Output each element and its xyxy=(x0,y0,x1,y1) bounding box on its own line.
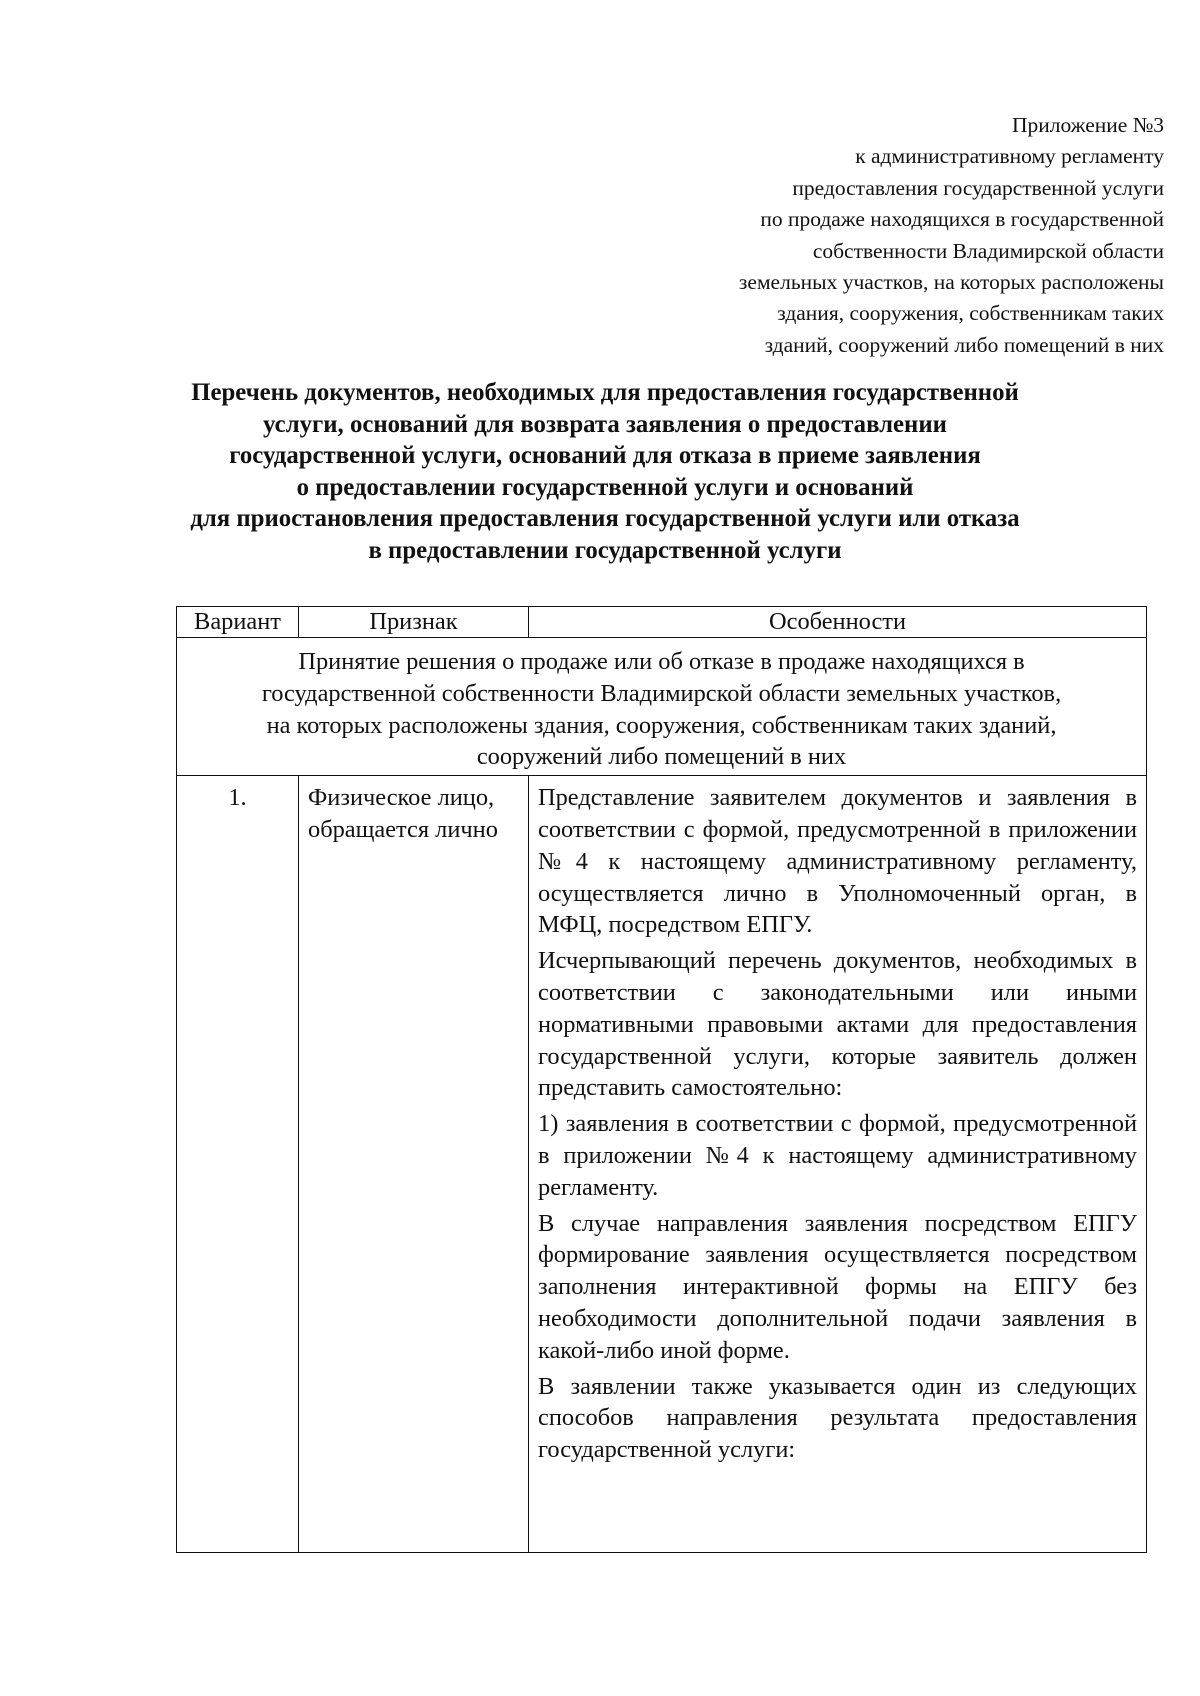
appendix-line: здания, сооружения, собственникам таких xyxy=(777,301,1164,326)
row-number: 1. xyxy=(177,776,299,1553)
appendix-line: по продаже находящихся в государственной xyxy=(760,207,1164,232)
section-row xyxy=(177,638,1147,776)
sign-line: Физическое лицо, xyxy=(308,784,495,812)
title-line: для приостановления предоставления государственной услуги или отказа xyxy=(190,505,1020,532)
row-sign xyxy=(299,776,529,1553)
appendix-line: Приложение №3 xyxy=(1011,113,1164,137)
sign-line: обращается лично xyxy=(308,815,498,843)
appendix-header xyxy=(464,110,1164,361)
feature-paragraph: В случае направления заявления посредством ЕПГУ формирование заявления осуществляется посредством заполнения интерактивной формы на ЕПГУ без необходимости дополнительной подачи заявления в какой-либо иной форме. xyxy=(538,1209,1137,1364)
section-line: на которых расположены здания, сооружения, собственникам таких зданий, xyxy=(266,711,1057,739)
table-header-row xyxy=(177,607,1147,638)
feature-paragraph: В заявлении также указывается один из следующих способов направления результата предоставления государственной услуги: xyxy=(538,1372,1137,1464)
title-line: Перечень документов, необходимых для предоставления государственной xyxy=(191,379,1019,406)
header-variant: Вариант xyxy=(177,607,299,638)
header-features: Особенности xyxy=(529,607,1147,638)
feature-paragraph: 1) заявления в соответствии с формой, предусмотренной в приложении №4 к настоящему административному регламенту. xyxy=(538,1110,1137,1201)
document-title xyxy=(180,377,1030,566)
appendix-line: земельных участков, на которых расположены xyxy=(738,270,1164,295)
title-line: в предоставлении государственной услуги xyxy=(368,536,842,564)
section-line: сооружений либо помещений в них xyxy=(476,743,847,771)
feature-paragraph: Представление заявителем документов и заявления в соответствии с формой, предусмотренной в приложении №4 к настоящему административному регламенту, осуществляется лично в Уполномоченный орган, в МФЦ, посредством ЕПГУ. xyxy=(538,784,1137,939)
section-title xyxy=(177,638,1147,776)
appendix-line: собственности Владимирской области xyxy=(812,238,1164,263)
appendix-line: зданий, сооружений либо помещений в них xyxy=(764,332,1164,357)
appendix-line: предоставления государственной услуги xyxy=(792,175,1164,200)
section-line: государственной собственности Владимирской области земельных участков, xyxy=(261,679,1062,707)
appendix-line: к административному регламенту xyxy=(855,144,1164,169)
title-line: о предоставлении государственной услуги и оснований xyxy=(296,473,914,501)
header-sign: Признак xyxy=(299,607,529,638)
feature-paragraph: Исчерпывающий перечень документов, необходимых в соответствии с законодательными или иными нормативными правовыми актами для предоставления государственной услуги, которые заявитель должен представить самостоятельно: xyxy=(538,947,1137,1102)
title-line: услуги, оснований для возврата заявления о предоставлении xyxy=(263,410,947,438)
title-line: государственной услуги, оснований для отказа в приеме заявления xyxy=(229,442,981,469)
documents-table xyxy=(176,606,1147,1553)
row-features xyxy=(529,776,1147,1553)
section-line: Принятие решения о продаже или об отказе в продаже находящихся в xyxy=(298,648,1025,675)
table-row xyxy=(177,776,1147,1553)
